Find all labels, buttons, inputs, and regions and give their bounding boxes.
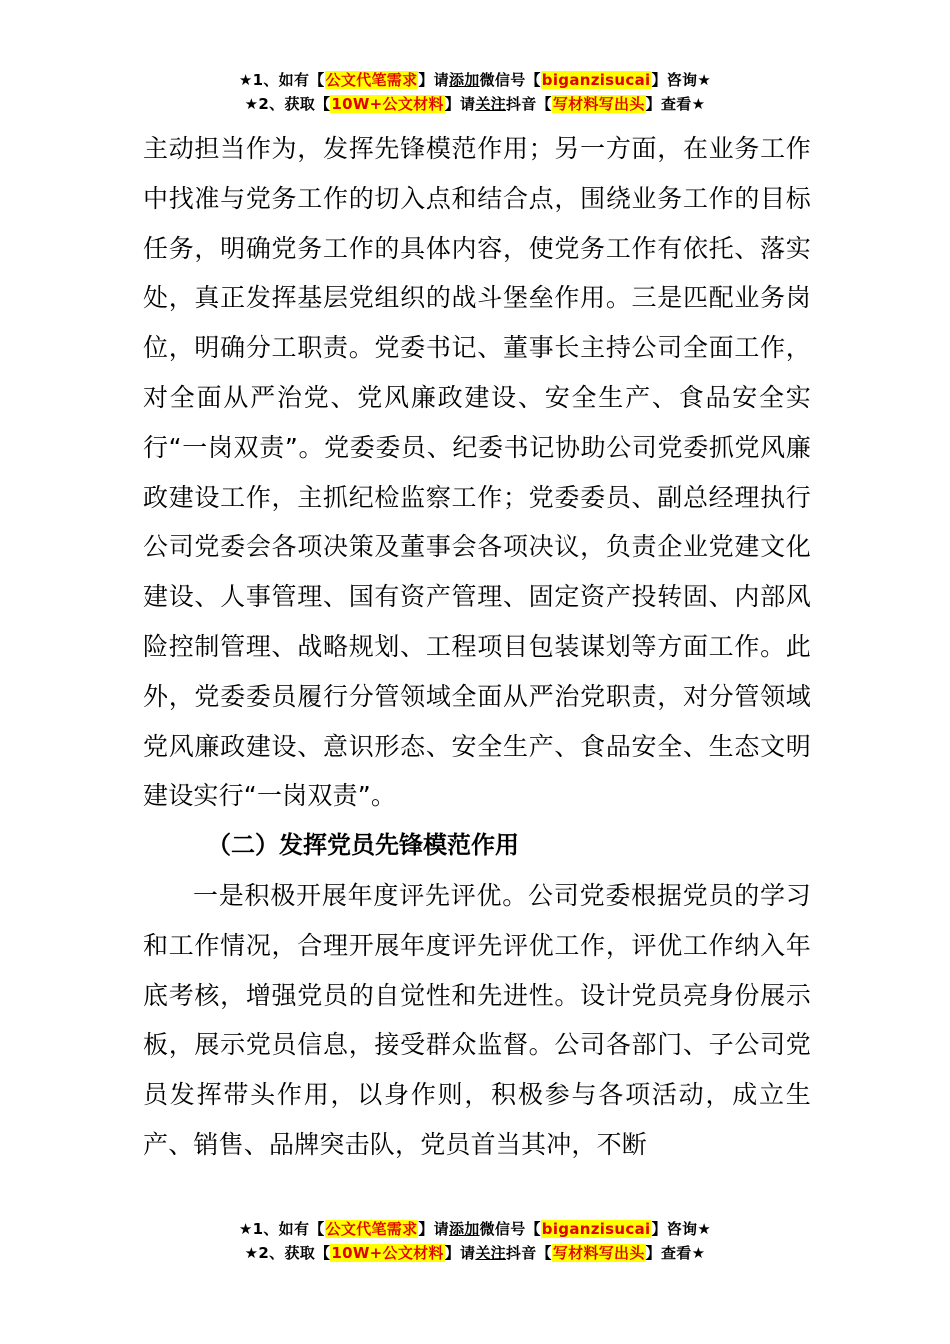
banner-highlight: 写材料写出头: [552, 1244, 645, 1262]
body-paragraph: 一是积极开展年度评先评优。公司党委根据党员的学习和工作情况，合理开展年度评先评优工作，评优工作纳入年底考核，增强党员的自觉性和先进性。设计党员亮身份展示板，展示党员信息，接受群众监督。公司各部门、子公司党员发挥带头作用，以身作则，积极参与各项活动，成立生产、销售、品牌突击队，党员首当其冲，不断: [143, 880, 811, 1159]
banner-line-2: ★2、获取【10W+公文材料】请关注抖音【写材料写出头】查看★: [244, 1244, 706, 1262]
banner-highlight: 10W+公文材料: [331, 95, 444, 113]
bottom-banner: [0, 1217, 950, 1265]
banner-highlight: biganzisucai: [541, 71, 651, 89]
body-paragraph: 主动担当作为，发挥先锋模范作用；另一方面，在业务工作中找准与党务工作的切入点和结合点，围绕业务工作的目标任务，明确党务工作的具体内容，使党务工作有依托、落实处，真正发挥基层党组织的战斗堡垒作用。三是匹配业务岗位，明确分工职责。党委书记、董事长主持公司全面工作，对全面从严治党、党风廉政建设、安全生产、食品安全实行“一岗双责”。党委委员、纪委书记协助公司党委抓党风廉政建设工作，主抓纪检监察工作；党委委员、副总经理执行公司党委会各项决策及董事会各项决议，负责企业党建文化建设、人事管理、国有资产管理、固定资产投转固、内部风险控制管理、战略规划、工程项目包装谋划等方面工作。此外，党委委员履行分管领域全面从严治党职责，对分管领域党风廉政建设、意识形态、安全生产、食品安全、生态文明建设实行“一岗双责”。: [143, 134, 811, 811]
banner-highlight: 公文代笔需求: [325, 1220, 418, 1238]
banner-highlight: 写材料写出头: [552, 95, 645, 113]
document-body: [143, 124, 811, 1170]
banner-line-1: ★1、如有【公文代笔需求】请添加微信号【biganzisucai】咨询★: [238, 71, 712, 89]
top-banner: [0, 68, 950, 116]
section-heading: （二）发挥党员先锋模范作用: [207, 831, 519, 860]
banner-highlight: 10W+公文材料: [331, 1244, 444, 1262]
banner-highlight: 公文代笔需求: [325, 71, 418, 89]
banner-line-1: ★1、如有【公文代笔需求】请添加微信号【biganzisucai】咨询★: [238, 1220, 712, 1238]
banner-line-2: ★2、获取【10W+公文材料】请关注抖音【写材料写出头】查看★: [244, 95, 706, 113]
banner-highlight: biganzisucai: [541, 1220, 651, 1238]
